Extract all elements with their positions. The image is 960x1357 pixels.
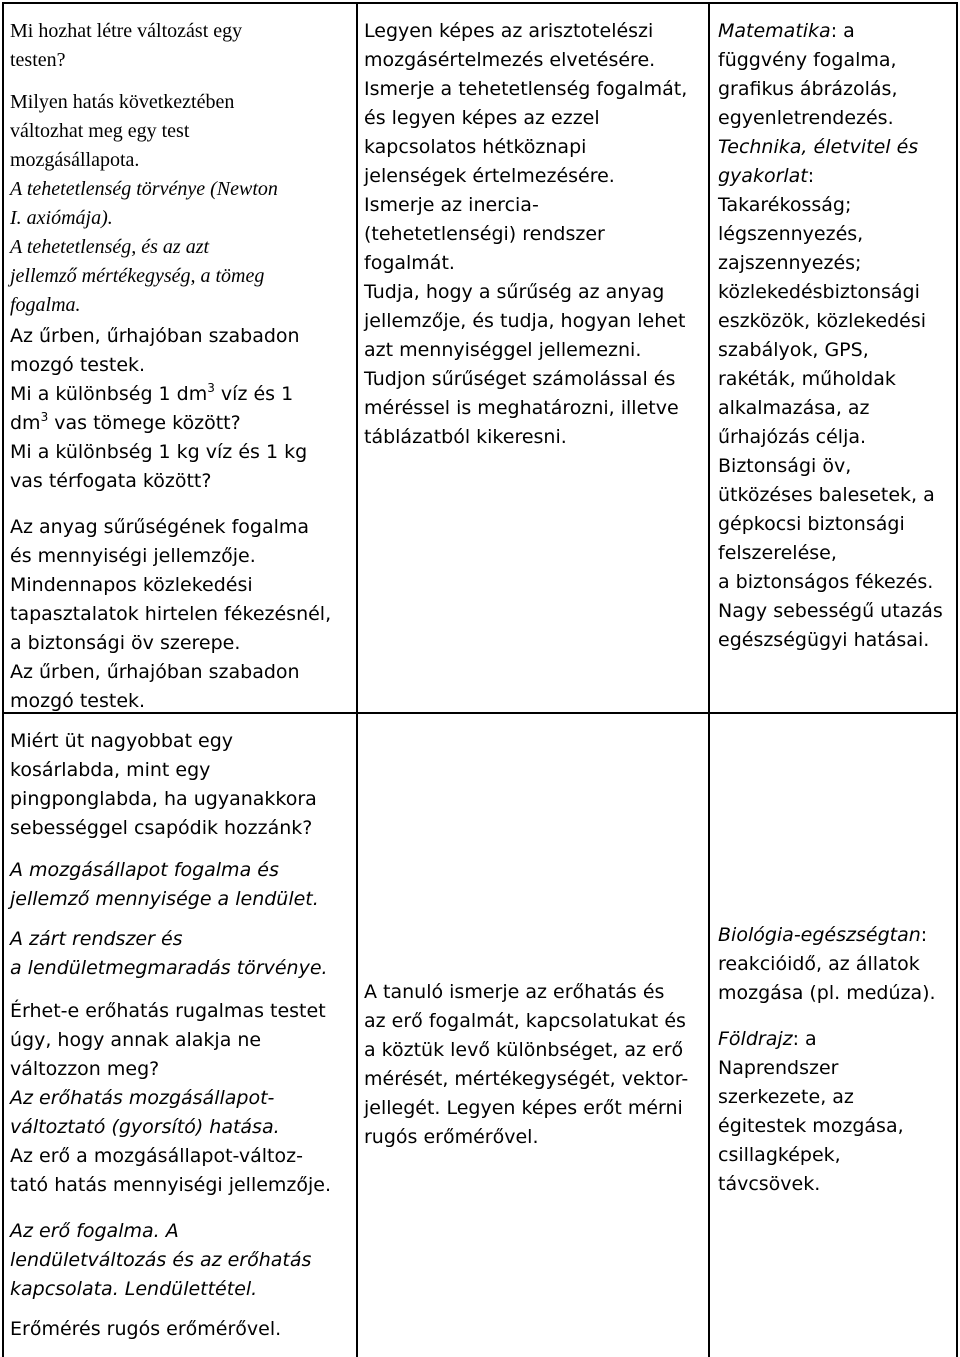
table-column-divider-1 — [356, 2, 358, 1357]
table-column-divider-2 — [708, 2, 710, 1357]
text-line: Naprendszer — [718, 1057, 839, 1079]
text-line: sebességgel csapódik hozzánk? — [10, 817, 313, 839]
text-line: szerkezete, az — [718, 1086, 854, 1108]
text-line: Érhet-e erőhatás rugalmas testet — [10, 1000, 326, 1022]
text-line: jellemző mennyisége a lendület. — [10, 888, 319, 910]
table-top-border — [2, 2, 958, 4]
text-line: I. axiómája). — [10, 207, 113, 229]
text-span: Mi a különbség 1 dm — [10, 383, 208, 405]
text-line: reakcióidő, az állatok — [718, 953, 920, 975]
text-line — [718, 162, 954, 191]
text-line: A tanuló ismerje az erőhatás és — [364, 981, 665, 1003]
text-line: Ismerje a tehetetlenség fogalmát, — [364, 78, 688, 100]
table-right-border — [956, 2, 958, 1357]
text-line — [10, 380, 354, 409]
text-line: fogalma. — [10, 294, 81, 316]
subject-name: gyakorlat — [718, 165, 808, 187]
text-line: a biztonsági öv szerepe. — [10, 632, 241, 654]
text-line: Tudja, hogy a sűrűség az anyag — [364, 281, 665, 303]
text-line: Tudjon sűrűséget számolással és — [364, 368, 676, 390]
text-line: Biztonsági öv, — [718, 455, 852, 477]
column-connections-top — [718, 17, 954, 655]
subject-name: Földrajz — [718, 1028, 793, 1050]
text-line: kosárlabda, mint egy — [10, 759, 211, 781]
text-span: : a — [792, 1028, 817, 1050]
topic-mass — [10, 233, 354, 320]
text-span: : — [920, 924, 928, 946]
text-span: dm — [10, 412, 41, 434]
text-line: Az űrben, űrhajóban szabadon — [10, 661, 300, 683]
question-elastic — [10, 997, 354, 1200]
text-line: fogalmát. — [364, 252, 455, 274]
text-span: : a — [830, 20, 855, 42]
column-topics-force — [10, 997, 354, 1344]
text-line: jellegét. Legyen képes erőt mérni — [364, 1097, 683, 1119]
topic-density — [10, 513, 354, 716]
text-line: pingponglabda, ha ugyanakkora — [10, 788, 317, 810]
text-line: felszerelése, — [718, 542, 837, 564]
text-line: lendületváltozás és az erőhatás — [10, 1249, 312, 1271]
text-line: A mozgásállapot fogalma és — [10, 859, 279, 881]
text-line: rugós erőmérővel. — [364, 1126, 539, 1148]
text-span: vas tömege között? — [48, 412, 241, 434]
topic-momentum-conservation — [10, 925, 354, 983]
text-line: Az erőhatás mozgásállapot- — [10, 1087, 275, 1109]
text-line: mérését, mértékegységét, vektor- — [364, 1068, 689, 1090]
column-requirements-top — [364, 17, 706, 452]
table-left-border — [2, 2, 4, 1357]
text-line: egészségügyi hatásai. — [718, 629, 930, 651]
text-line: Mi a különbség 1 kg víz és 1 kg — [10, 441, 308, 463]
text-line: közlekedésbiztonsági — [718, 281, 920, 303]
superscript: 3 — [207, 381, 215, 395]
column-topics-sans-1 — [10, 322, 354, 716]
text-line: egyenletrendezés. — [718, 107, 894, 129]
text-line: égitestek mozgása, — [718, 1115, 904, 1137]
topic-momentum — [10, 856, 354, 914]
text-line: és legyen képes az ezzel — [364, 107, 600, 129]
text-line: az erő fogalmát, kapcsolatukat és — [364, 1010, 686, 1032]
superscript: 3 — [40, 410, 49, 424]
text-line: úgy, hogy annak alakja ne — [10, 1029, 262, 1051]
text-line: azt mennyiséggel jellemezni. — [364, 339, 642, 361]
text-line: változhat meg egy test — [10, 120, 190, 142]
text-line: alkalmazása, az — [718, 397, 870, 419]
text-line: változzon meg? — [10, 1058, 160, 1080]
text-span: : — [807, 165, 815, 187]
text-line: a köztük levő különbséget, az erő — [364, 1039, 684, 1061]
text-line: Az erő a mozgásállapot-változ- — [10, 1145, 303, 1167]
text-line: ütközéses balesetek, a — [718, 484, 935, 506]
text-line — [10, 409, 354, 438]
text-line: Mi hozhat létre változást egy — [10, 20, 243, 42]
question-basketball — [10, 727, 354, 843]
question-change — [10, 17, 354, 75]
text-line — [718, 17, 954, 46]
text-line: jellemzője, és tudja, hogyan lehet — [364, 310, 686, 332]
text-line: vas térfogata között? — [10, 470, 212, 492]
text-line: csillagképek, — [718, 1144, 841, 1166]
text-line: Ismerje az inercia- — [364, 194, 539, 216]
text-line — [718, 1025, 954, 1054]
text-line: Miért üt nagyobbat egy — [10, 730, 234, 752]
text-line: méréssel is meghatározni, illetve — [364, 397, 679, 419]
text-line — [718, 921, 954, 950]
text-line: a lendületmegmaradás törvénye. — [10, 957, 328, 979]
text-line: (tehetetlenségi) rendszer — [364, 223, 605, 245]
text-line: jellemző mértékegység, a tömeg — [10, 265, 265, 287]
question-volume-difference — [10, 438, 354, 496]
column-topics-italic — [10, 856, 354, 983]
text-line: Az erő fogalma. A — [10, 1220, 179, 1242]
text-line: kapcsolata. Lendülettétel. — [10, 1278, 258, 1300]
text-line: zajszennyezés; — [718, 252, 862, 274]
text-line: űrhajózás célja. — [718, 426, 867, 448]
text-line: A tehetetlenség, és az azt — [10, 236, 210, 258]
text-line: A zárt rendszer és — [10, 928, 183, 950]
text-line: tapasztalatok hirtelen fékezésnél, — [10, 603, 332, 625]
text-line: mozgó testek. — [10, 354, 146, 376]
text-line: változtató (gyorsító) hatása. — [10, 1116, 280, 1138]
text-line: távcsövek. — [718, 1173, 821, 1195]
column-topics-sans-2 — [10, 727, 354, 843]
topic-force-concept — [10, 1217, 354, 1304]
text-line: A tehetetlenség törvénye (Newton — [10, 178, 278, 200]
text-line: Takarékosság; — [718, 194, 852, 216]
text-line: légszennyezés, — [718, 223, 864, 245]
text-span: víz és 1 — [214, 383, 294, 405]
text-line: a biztonságos fékezés. — [718, 571, 934, 593]
text-line: Legyen képes az arisztotelészi — [364, 20, 654, 42]
topic-space-bodies — [10, 322, 354, 380]
topic-inertia-law — [10, 175, 354, 233]
text-line: jelenségek értelmezésére. — [364, 165, 615, 187]
text-line: testen? — [10, 49, 66, 71]
question-mass-difference — [10, 380, 354, 438]
text-line: tató hatás mennyiségi jellemzője. — [10, 1174, 332, 1196]
text-line: kapcsolatos hétköznapi — [364, 136, 587, 158]
text-line: rakéták, műholdak — [718, 368, 896, 390]
text-line: függvény fogalma, — [718, 49, 897, 71]
text-line: Erőmérés rugós erőmérővel. — [10, 1318, 282, 1340]
text-line: grafikus ábrázolás, — [718, 78, 898, 100]
subject-name: Matematika — [718, 20, 831, 42]
text-line: Az űrben, űrhajóban szabadon — [10, 325, 300, 347]
text-line: Az anyag sűrűségének fogalma — [10, 516, 310, 538]
column-topics — [10, 17, 354, 320]
text-line: mozgásállapota. — [10, 149, 140, 171]
text-line: mozgása (pl. medúza). — [718, 982, 936, 1004]
subject-name: Biológia-egészségtan — [718, 924, 921, 946]
column-requirements-bottom — [364, 978, 706, 1152]
question-effect — [10, 88, 354, 175]
text-line: Milyen hatás következtében — [10, 91, 235, 113]
text-line: Nagy sebességű utazás — [718, 600, 943, 622]
subject-name: Technika, életvitel és — [718, 136, 919, 158]
text-line: mozgásértelmezés elvetésére. — [364, 49, 656, 71]
column-connections-bottom — [718, 921, 954, 1199]
text-line: mozgó testek. — [10, 690, 146, 712]
text-line: szabályok, GPS, — [718, 339, 869, 361]
text-line: táblázatból kikeresni. — [364, 426, 567, 448]
text-line: Mindennapos közlekedési — [10, 574, 253, 596]
text-line: gépkocsi biztonsági — [718, 513, 905, 535]
topic-force-measurement — [10, 1315, 354, 1344]
text-line: és mennyiségi jellemzője. — [10, 545, 256, 567]
text-line: eszközök, közlekedési — [718, 310, 927, 332]
